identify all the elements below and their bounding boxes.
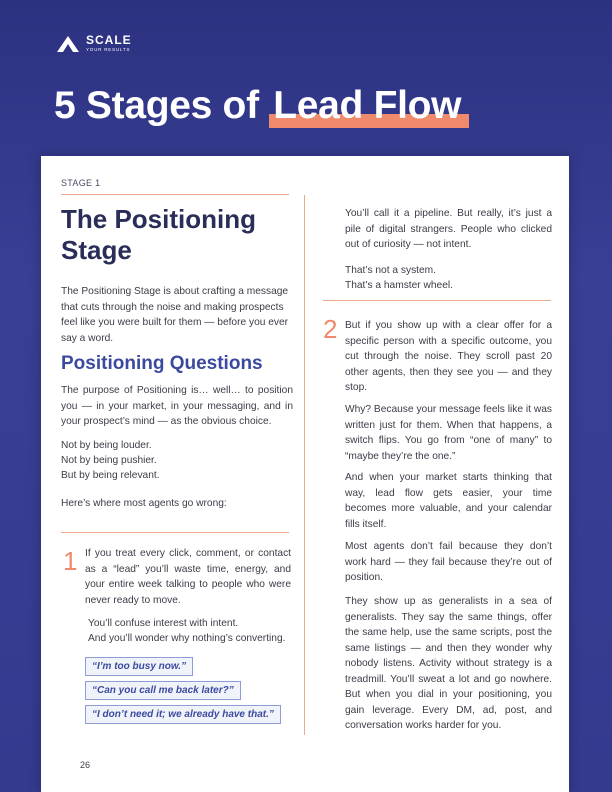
point-2-text: But if you show up with a clear offer for a specific person with a specific outcome, you cut through the noise. They scroll past 20 other agents, then they see you — and they stop. <box>345 320 552 393</box>
pipeline-paragraph: You’ll call it a pipeline. But really, it’s just a pile of digital strangers. People who clicked out of curiosity — not intent. <box>345 208 552 250</box>
market-paragraph: And when your market starts thinking that way, lead flow gets easier, your time becomes more valuable, and your calendar fills itself. <box>345 472 552 530</box>
column-divider <box>304 195 305 735</box>
not-line-3: But by being relevant. <box>61 470 160 481</box>
point-1-follow-1: You’ll confuse interest with intent. <box>88 618 239 629</box>
logo-main-text: SCALE <box>86 32 132 47</box>
title-part-1: 5 Stages of <box>54 84 259 127</box>
not-system-line-2: That’s a hamster wheel. <box>345 280 453 291</box>
point-2-number: 2 <box>323 314 338 344</box>
quote-callout: “I don’t need it; we already have that.” <box>85 705 281 724</box>
stage-label: STAGE 1 <box>61 178 101 188</box>
title-part-2-highlighted <box>273 82 461 130</box>
stage-rule <box>61 194 289 195</box>
section-heading: The Positioning Stage <box>61 204 256 265</box>
point-1-text: If you treat every click, comment, or contact as a “lead” you’ll waste time, energy, and your entire week talking to people who were never ready to move. <box>85 548 291 606</box>
agents-paragraph: Most agents don’t fail because they don’t work hard — they fail because they’re out of position. <box>345 541 552 583</box>
point-1-number: 1 <box>63 546 78 576</box>
subheading: Positioning Questions <box>61 353 263 374</box>
logo-sub-text: YOUR RESULTS <box>86 46 131 52</box>
quote-callout: “I’m too busy now.” <box>85 657 193 676</box>
point-1-follow-2: And you’ll wonder why nothing’s converting. <box>88 633 286 644</box>
quote-callout: “Can you call me back later?” <box>85 681 241 700</box>
title-highlight-word: Lead Flow <box>273 84 462 127</box>
purpose-paragraph: The purpose of Positioning is… well… to position you — in your market, in your messaging, and in your prospect’s mind — as the obvious choice. <box>61 385 293 427</box>
why-paragraph: Why? Because your message feels like it was written just for them. When that happens, a switch flips. You go from “one of many” to “maybe they’re the one.” <box>345 404 552 462</box>
scale-mountain-icon <box>56 33 80 53</box>
document-page <box>41 156 569 792</box>
point-2-rule <box>323 300 551 301</box>
not-line-2: Not by being pushier. <box>61 455 157 466</box>
not-system-line-1: That’s not a system. <box>345 265 436 276</box>
wrong-intro: Here’s where most agents go wrong: <box>61 498 227 509</box>
not-line-1: Not by being louder. <box>61 440 152 451</box>
page-title <box>54 82 461 130</box>
intro-paragraph: The Positioning Stage is about crafting a message that cuts through the noise and making prospects feel like you were built for them — before you ever say a word. <box>61 286 289 344</box>
brand-logo <box>56 33 132 53</box>
page-number: 26 <box>80 760 91 770</box>
point-1-rule <box>61 532 289 533</box>
generalists-paragraph: They show up as generalists in a sea of generalists. They say the same things, offer the same help, use the same scripts, post the same listings — and then they wonder why nobody listens. Activity without strategy is a treadmill. You’ll sweat a lot and go nowhere. But when you dial in your positioning, you gain leverage. Every DM, ad, post, and conversation works harder for you. <box>345 596 552 731</box>
